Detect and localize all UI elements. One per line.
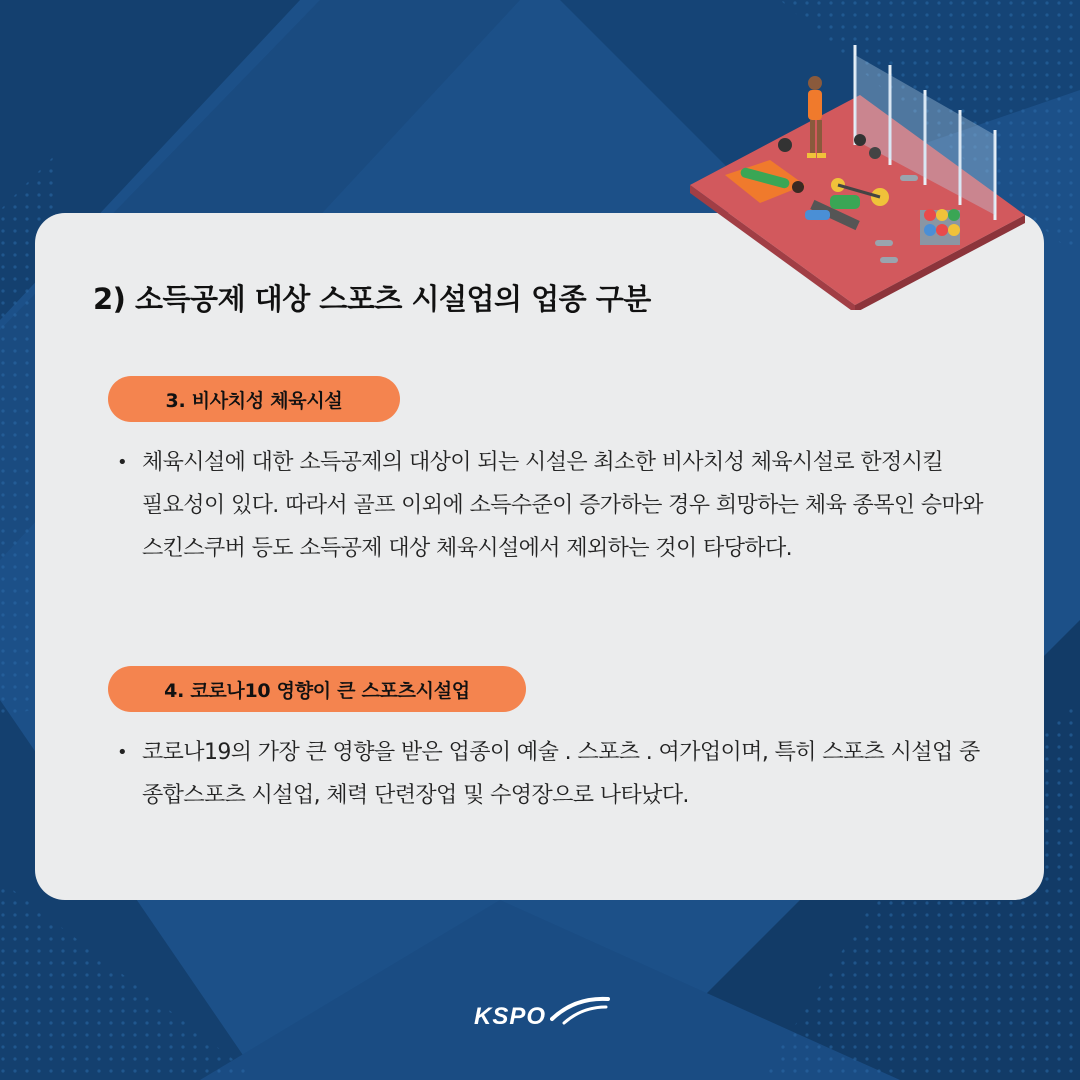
gym-floor-illustration [680, 35, 1035, 310]
content-card [35, 213, 1044, 900]
section-badge-covid [108, 666, 526, 712]
section-paragraph-nonluxury [117, 441, 997, 570]
section-badge-nonluxury [108, 376, 400, 422]
logo-text: KSPO [474, 1003, 547, 1030]
page-title: 2) 소득공제 대상 스포츠 시설업의 업종 구분 [93, 282, 651, 316]
section-badge-label: 3. 비사치성 체육시설 [165, 389, 343, 412]
bullet-icon: • [117, 742, 128, 763]
section-badge-label: 4. 코로나10 영향이 큰 스포츠시설업 [164, 679, 470, 702]
kspo-logo [474, 995, 614, 1035]
bullet-icon: • [117, 452, 128, 473]
paragraph-text: 체육시설에 대한 소득공제의 대상이 되는 시설은 최소한 비사치성 체육시설로 한정시킬 필요성이 있다. 따라서 골프 이외에 소득수준이 증가하는 경우 희망하는 체육 종목인 승마와 스킨스쿠버 등도 소득공제 대상 체육시설에서 제외하는 것이 타당하다. [142, 450, 983, 561]
section-paragraph-covid [117, 731, 997, 817]
swoosh-icon [550, 995, 610, 1025]
paragraph-text: 코로나19의 가장 큰 영향을 받은 업종이 예술 . 스포츠 . 여가업이며, 특히 스포츠 시설업 중 종합스포츠 시설업, 체력 단련장업 및 수영장으로 나타났다. [142, 740, 980, 808]
